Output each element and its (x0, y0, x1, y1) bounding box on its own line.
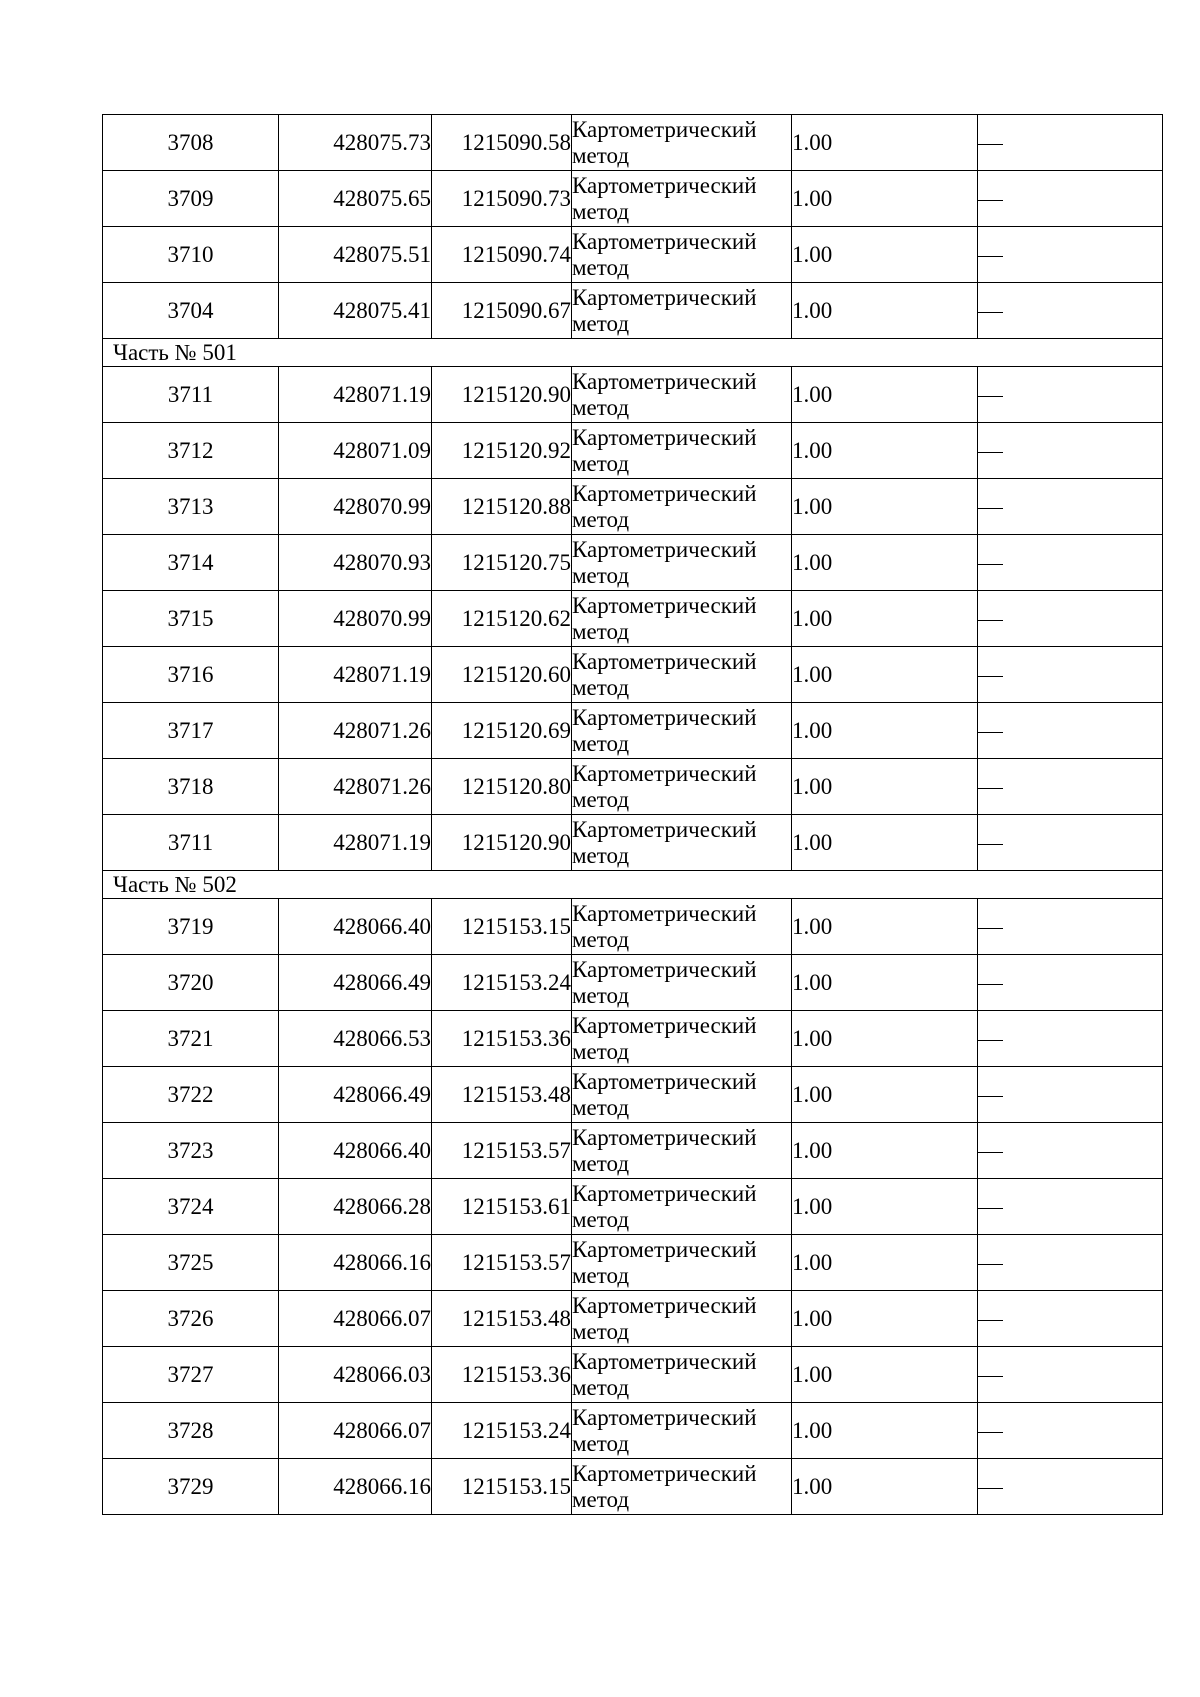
y-coordinate-cell: 1215090.73 (432, 171, 572, 227)
table-row (103, 1011, 1163, 1067)
description-cell (978, 479, 1163, 535)
method-text-line: Картометрический (572, 1068, 757, 1094)
accuracy-cell: 1.00 (792, 283, 978, 339)
y-coordinate-cell: 1215120.75 (432, 535, 572, 591)
description-cell (978, 283, 1163, 339)
method-text-line: метод (572, 618, 630, 644)
point-number-cell: 3723 (103, 1123, 279, 1179)
y-coordinate-cell: 1215153.36 (432, 1011, 572, 1067)
description-cell (978, 1179, 1163, 1235)
part-header-row (103, 871, 1163, 899)
method-cell (572, 759, 792, 815)
method-text-line: метод (572, 1094, 630, 1120)
y-coordinate-cell: 1215153.61 (432, 1179, 572, 1235)
table-row (103, 227, 1163, 283)
method-text-line: Картометрический (572, 900, 757, 926)
x-coordinate-cell: 428066.28 (279, 1179, 432, 1235)
method-cell (572, 1123, 792, 1179)
y-coordinate-cell: 1215120.80 (432, 759, 572, 815)
accuracy-cell: 1.00 (792, 1403, 978, 1459)
method-cell (572, 1235, 792, 1291)
description-cell (978, 899, 1163, 955)
description-cell (978, 1011, 1163, 1067)
accuracy-cell: 1.00 (792, 815, 978, 871)
y-coordinate-cell: 1215120.69 (432, 703, 572, 759)
method-cell (572, 1347, 792, 1403)
method-text-line: метод (572, 394, 630, 420)
method-cell (572, 815, 792, 871)
accuracy-cell: 1.00 (792, 535, 978, 591)
point-number-cell: 3710 (103, 227, 279, 283)
description-cell (978, 815, 1163, 871)
point-number-cell: 3709 (103, 171, 279, 227)
accuracy-cell: 1.00 (792, 1067, 978, 1123)
method-text-line: Картометрический (572, 284, 757, 310)
table-row (103, 283, 1163, 339)
y-coordinate-cell: 1215120.60 (432, 647, 572, 703)
dash-mark (978, 928, 1003, 929)
x-coordinate-cell: 428071.09 (279, 423, 432, 479)
description-cell (978, 171, 1163, 227)
method-text-line: метод (572, 310, 630, 336)
y-coordinate-cell: 1215153.15 (432, 899, 572, 955)
x-coordinate-cell: 428066.07 (279, 1291, 432, 1347)
accuracy-cell: 1.00 (792, 115, 978, 171)
x-coordinate-cell: 428075.41 (279, 283, 432, 339)
method-text-line: Картометрический (572, 1348, 757, 1374)
point-number-cell: 3722 (103, 1067, 279, 1123)
y-coordinate-cell: 1215120.92 (432, 423, 572, 479)
x-coordinate-cell: 428066.03 (279, 1347, 432, 1403)
y-coordinate-cell: 1215153.57 (432, 1235, 572, 1291)
x-coordinate-cell: 428066.49 (279, 1067, 432, 1123)
dash-mark (978, 676, 1003, 677)
x-coordinate-cell: 428070.99 (279, 591, 432, 647)
x-coordinate-cell: 428071.19 (279, 815, 432, 871)
method-text-line: Картометрический (572, 172, 757, 198)
method-cell (572, 1011, 792, 1067)
table-row (103, 899, 1163, 955)
method-cell (572, 647, 792, 703)
method-cell (572, 703, 792, 759)
accuracy-cell: 1.00 (792, 1011, 978, 1067)
method-text-line: Картометрический (572, 816, 757, 842)
table-row (103, 535, 1163, 591)
method-cell (572, 535, 792, 591)
method-cell (572, 1179, 792, 1235)
method-text-line: Картометрический (572, 1404, 757, 1430)
table-row (103, 171, 1163, 227)
description-cell (978, 759, 1163, 815)
method-text-line: метод (572, 450, 630, 476)
point-number-cell: 3711 (103, 815, 279, 871)
point-number-cell: 3720 (103, 955, 279, 1011)
dash-mark (978, 1040, 1003, 1041)
method-text-line: метод (572, 1150, 630, 1176)
y-coordinate-cell: 1215120.90 (432, 815, 572, 871)
method-text-line: Картометрический (572, 1236, 757, 1262)
table-row (103, 115, 1163, 171)
method-text-line: метод (572, 254, 630, 280)
dash-mark (978, 620, 1003, 621)
dash-mark (978, 1208, 1003, 1209)
method-cell (572, 1067, 792, 1123)
dash-mark (978, 564, 1003, 565)
description-cell (978, 115, 1163, 171)
dash-mark (978, 256, 1003, 257)
table-row (103, 1291, 1163, 1347)
point-number-cell: 3712 (103, 423, 279, 479)
table-row (103, 1235, 1163, 1291)
method-text-line: Картометрический (572, 648, 757, 674)
method-text-line: метод (572, 674, 630, 700)
description-cell (978, 1291, 1163, 1347)
accuracy-cell: 1.00 (792, 759, 978, 815)
method-cell (572, 367, 792, 423)
coordinates-table (102, 114, 1163, 1515)
dash-mark (978, 1096, 1003, 1097)
y-coordinate-cell: 1215153.48 (432, 1291, 572, 1347)
method-text-line: Картометрический (572, 228, 757, 254)
description-cell (978, 955, 1163, 1011)
method-text-line: Картометрический (572, 116, 757, 142)
dash-mark (978, 452, 1003, 453)
description-cell (978, 591, 1163, 647)
table-row (103, 1067, 1163, 1123)
description-cell (978, 367, 1163, 423)
dash-mark (978, 1432, 1003, 1433)
method-text-line: метод (572, 982, 630, 1008)
method-text-line: метод (572, 730, 630, 756)
accuracy-cell: 1.00 (792, 1123, 978, 1179)
method-cell (572, 1403, 792, 1459)
accuracy-cell: 1.00 (792, 703, 978, 759)
dash-mark (978, 1376, 1003, 1377)
method-text-line: Картометрический (572, 368, 757, 394)
x-coordinate-cell: 428066.16 (279, 1235, 432, 1291)
method-cell (572, 899, 792, 955)
table-row (103, 1179, 1163, 1235)
method-text-line: метод (572, 562, 630, 588)
point-number-cell: 3724 (103, 1179, 279, 1235)
description-cell (978, 1235, 1163, 1291)
point-number-cell: 3725 (103, 1235, 279, 1291)
dash-mark (978, 508, 1003, 509)
point-number-cell: 3727 (103, 1347, 279, 1403)
x-coordinate-cell: 428075.65 (279, 171, 432, 227)
dash-mark (978, 1152, 1003, 1153)
x-coordinate-cell: 428075.73 (279, 115, 432, 171)
description-cell (978, 535, 1163, 591)
method-cell (572, 115, 792, 171)
accuracy-cell: 1.00 (792, 955, 978, 1011)
point-number-cell: 3716 (103, 647, 279, 703)
x-coordinate-cell: 428071.19 (279, 647, 432, 703)
description-cell (978, 423, 1163, 479)
dash-mark (978, 984, 1003, 985)
method-text-line: метод (572, 1430, 630, 1456)
method-text-line: метод (572, 1318, 630, 1344)
point-number-cell: 3714 (103, 535, 279, 591)
dash-mark (978, 844, 1003, 845)
method-cell (572, 955, 792, 1011)
point-number-cell: 3708 (103, 115, 279, 171)
point-number-cell: 3718 (103, 759, 279, 815)
accuracy-cell: 1.00 (792, 591, 978, 647)
method-text-line: метод (572, 1374, 630, 1400)
method-text-line: Картометрический (572, 536, 757, 562)
point-number-cell: 3704 (103, 283, 279, 339)
point-number-cell: 3726 (103, 1291, 279, 1347)
table-row (103, 1347, 1163, 1403)
method-text-line: метод (572, 506, 630, 532)
accuracy-cell: 1.00 (792, 479, 978, 535)
method-text-line: метод (572, 926, 630, 952)
table-row (103, 759, 1163, 815)
x-coordinate-cell: 428071.26 (279, 759, 432, 815)
point-number-cell: 3715 (103, 591, 279, 647)
method-text-line: метод (572, 198, 630, 224)
y-coordinate-cell: 1215153.57 (432, 1123, 572, 1179)
y-coordinate-cell: 1215153.24 (432, 1403, 572, 1459)
method-text-line: метод (572, 842, 630, 868)
table-row (103, 1403, 1163, 1459)
description-cell (978, 1403, 1163, 1459)
method-cell (572, 423, 792, 479)
method-text-line: Картометрический (572, 1012, 757, 1038)
y-coordinate-cell: 1215090.58 (432, 115, 572, 171)
method-cell (572, 283, 792, 339)
method-text-line: метод (572, 1262, 630, 1288)
description-cell (978, 1123, 1163, 1179)
description-cell (978, 227, 1163, 283)
accuracy-cell: 1.00 (792, 1459, 978, 1515)
table-row (103, 703, 1163, 759)
method-cell (572, 591, 792, 647)
dash-mark (978, 1264, 1003, 1265)
accuracy-cell: 1.00 (792, 171, 978, 227)
method-text-line: Картометрический (572, 480, 757, 506)
point-number-cell: 3717 (103, 703, 279, 759)
dash-mark (978, 788, 1003, 789)
dash-mark (978, 144, 1003, 145)
table-row (103, 479, 1163, 535)
y-coordinate-cell: 1215153.48 (432, 1067, 572, 1123)
dash-mark (978, 396, 1003, 397)
y-coordinate-cell: 1215153.24 (432, 955, 572, 1011)
point-number-cell: 3721 (103, 1011, 279, 1067)
accuracy-cell: 1.00 (792, 647, 978, 703)
method-text-line: метод (572, 786, 630, 812)
description-cell (978, 647, 1163, 703)
dash-mark (978, 732, 1003, 733)
x-coordinate-cell: 428066.40 (279, 899, 432, 955)
method-cell (572, 479, 792, 535)
x-coordinate-cell: 428075.51 (279, 227, 432, 283)
description-cell (978, 1067, 1163, 1123)
y-coordinate-cell: 1215153.36 (432, 1347, 572, 1403)
method-text-line: Картометрический (572, 1292, 757, 1318)
method-text-line: Картометрический (572, 956, 757, 982)
part-header-label: Часть № 502 (103, 871, 1163, 899)
y-coordinate-cell: 1215090.74 (432, 227, 572, 283)
accuracy-cell: 1.00 (792, 1347, 978, 1403)
table-row (103, 955, 1163, 1011)
x-coordinate-cell: 428071.19 (279, 367, 432, 423)
x-coordinate-cell: 428066.16 (279, 1459, 432, 1515)
table-row (103, 1459, 1163, 1515)
method-text-line: Картометрический (572, 592, 757, 618)
x-coordinate-cell: 428070.99 (279, 479, 432, 535)
table-row (103, 1123, 1163, 1179)
y-coordinate-cell: 1215120.62 (432, 591, 572, 647)
point-number-cell: 3729 (103, 1459, 279, 1515)
table-row (103, 815, 1163, 871)
accuracy-cell: 1.00 (792, 1179, 978, 1235)
x-coordinate-cell: 428066.40 (279, 1123, 432, 1179)
dash-mark (978, 1320, 1003, 1321)
point-number-cell: 3711 (103, 367, 279, 423)
coordinates-table-body (103, 115, 1163, 1515)
method-text-line: метод (572, 1038, 630, 1064)
y-coordinate-cell: 1215120.88 (432, 479, 572, 535)
x-coordinate-cell: 428070.93 (279, 535, 432, 591)
description-cell (978, 703, 1163, 759)
part-header-label: Часть № 501 (103, 339, 1163, 367)
x-coordinate-cell: 428066.49 (279, 955, 432, 1011)
accuracy-cell: 1.00 (792, 227, 978, 283)
point-number-cell: 3728 (103, 1403, 279, 1459)
method-text-line: метод (572, 1206, 630, 1232)
x-coordinate-cell: 428066.07 (279, 1403, 432, 1459)
dash-mark (978, 1488, 1003, 1489)
table-row (103, 647, 1163, 703)
x-coordinate-cell: 428066.53 (279, 1011, 432, 1067)
point-number-cell: 3719 (103, 899, 279, 955)
method-cell (572, 227, 792, 283)
method-text-line: Картометрический (572, 704, 757, 730)
point-number-cell: 3713 (103, 479, 279, 535)
accuracy-cell: 1.00 (792, 423, 978, 479)
y-coordinate-cell: 1215153.15 (432, 1459, 572, 1515)
table-row (103, 367, 1163, 423)
method-cell (572, 1459, 792, 1515)
method-text-line: Картометрический (572, 1124, 757, 1150)
method-text-line: Картометрический (572, 424, 757, 450)
method-text-line: метод (572, 1486, 630, 1512)
accuracy-cell: 1.00 (792, 899, 978, 955)
method-cell (572, 171, 792, 227)
method-text-line: Картометрический (572, 1460, 757, 1486)
table-row (103, 591, 1163, 647)
part-header-row (103, 339, 1163, 367)
method-text-line: Картометрический (572, 1180, 757, 1206)
description-cell (978, 1347, 1163, 1403)
table-row (103, 423, 1163, 479)
y-coordinate-cell: 1215120.90 (432, 367, 572, 423)
dash-mark (978, 200, 1003, 201)
accuracy-cell: 1.00 (792, 367, 978, 423)
method-text-line: метод (572, 142, 630, 168)
method-text-line: Картометрический (572, 760, 757, 786)
accuracy-cell: 1.00 (792, 1235, 978, 1291)
x-coordinate-cell: 428071.26 (279, 703, 432, 759)
method-cell (572, 1291, 792, 1347)
y-coordinate-cell: 1215090.67 (432, 283, 572, 339)
description-cell (978, 1459, 1163, 1515)
dash-mark (978, 312, 1003, 313)
accuracy-cell: 1.00 (792, 1291, 978, 1347)
